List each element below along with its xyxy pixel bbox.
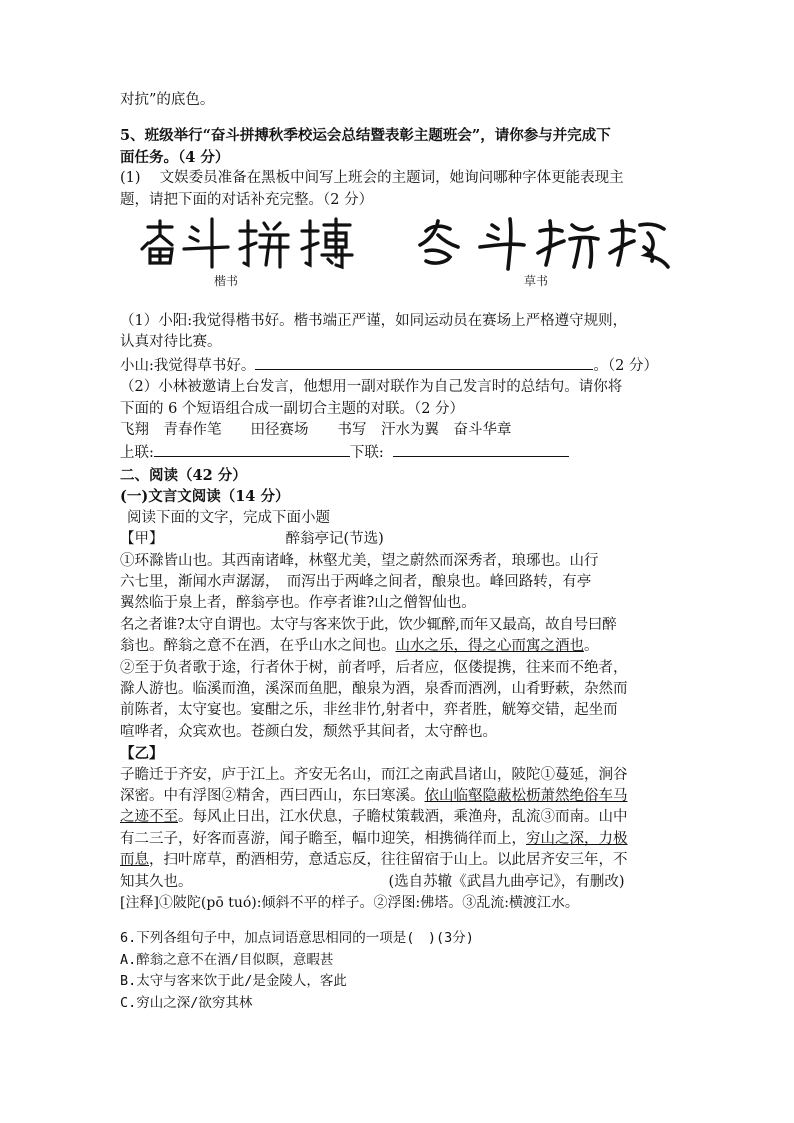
- q5-sub1-line1: (1) 文娱委员准备在黑板中间写上班会的主题词，她询问哪种字体更能表现主: [120, 170, 624, 187]
- yi-line: [120, 807, 680, 828]
- phrase-item: 青春作笔: [163, 422, 222, 439]
- yi-line4: 有二三子，好客而喜游，闻子瞻至，幅巾迎笑，相携徜徉而上，: [120, 830, 526, 847]
- intro-tail: 对抗”的底色。: [120, 92, 215, 108]
- upper-couplet-blank[interactable]: [154, 441, 350, 457]
- kaishu-caption: 楷书: [214, 274, 239, 289]
- jia-line: 滁人游也。临溪而渔，溪深而鱼肥，酿泉为酒，泉香而酒冽，山肴野蔌，杂然而: [120, 680, 628, 697]
- q5-title-line2: 面任务。（4 分）: [120, 148, 230, 166]
- yi-underlined-sentence-2: 穷山之深，力极: [526, 830, 628, 847]
- upper-couplet-label: 上联:: [120, 445, 154, 462]
- caoshu-caption: 草书: [524, 274, 549, 289]
- yi-line: [120, 829, 680, 850]
- q6-option-a: A.醉翁之意不在酒/目似瞑，意暇甚: [120, 951, 334, 968]
- yi-line: [120, 786, 680, 807]
- section2-title: 二、阅读（42 分）: [120, 466, 247, 484]
- yi-line2-prefix: 深密。中有浮图②精舍，西曰西山，东曰寒溪。: [120, 787, 425, 804]
- phrase-item: 汗水为翼: [381, 422, 439, 439]
- xiaoyang-line2: 认真对待比赛。: [120, 334, 222, 351]
- yi-line: 子瞻迁于齐安，庐于江上。齐安无名山，而江之南武昌诸山，陂陀①蔓延，涧谷: [120, 766, 628, 783]
- jia-line5-prefix: 翁也。醉翁之意不在酒，在乎山水之间也。: [120, 638, 396, 655]
- q6-stem: 6.下列各组句子中，加点词语意思相同的一项是( )(3分): [120, 930, 474, 947]
- jia-line: ①环滁皆山也。其西南诸峰，林壑尤美，望之蔚然而深秀者，琅琊也。山行: [120, 552, 599, 569]
- jia-title: 醉翁亭记(节选): [285, 531, 384, 548]
- reading-instruction: 阅读下面的文字，完成下面小题: [127, 509, 330, 526]
- yi-underlined-sentence-1: 依山临壑隐蔽松枥萧然绝俗车马: [424, 787, 628, 804]
- phrase-item: 奋斗华章: [453, 422, 512, 439]
- yi-line: [120, 872, 680, 893]
- jia-line: 喧哗者，众宾欢也。苍颜白发，颓然乎其间者，太守醉也。: [120, 723, 497, 740]
- q6-option-c: C.穷山之深/欲穷其林: [120, 994, 253, 1011]
- document-page: [120, 90, 680, 1014]
- jia-underlined-sentence: 山水之乐，得之心而寓之酒也: [395, 638, 584, 655]
- yi-line: [120, 850, 680, 871]
- lower-couplet-label: 下联:: [349, 445, 384, 462]
- jia-line: [120, 636, 680, 657]
- xiaoshan-line: [120, 354, 680, 377]
- yi-annotation: [注释]①陂陀(pō tuó):倾斜不平的样子。②浮图:佛塔。③乱流:横渡江水。: [120, 895, 579, 911]
- yi-underlined-sentence-1-cont: 之迹不至: [120, 809, 178, 826]
- yi-line6-prefix: 知其久也。: [120, 873, 193, 890]
- couplet-line: [120, 441, 680, 464]
- q6-option-b: B.太守与客来饮于此/是金陵人，客此: [120, 973, 347, 990]
- jia-line: 六七里，渐闻水声潺潺， 而泻出于两峰之间者，酿泉也。峰回路转，有亭: [120, 573, 592, 590]
- jia-line5-suffix: 。: [584, 638, 599, 655]
- spacer: [120, 914, 680, 928]
- calligraphy-samples: [120, 213, 680, 309]
- xiaoshan-suffix: 。（2 分）: [593, 357, 658, 374]
- kaishu-calligraphy-image: [120, 213, 680, 273]
- q5-sub1-line2: 题，请把下面的对话补充完整。（2 分）: [120, 191, 374, 208]
- yi-line3-suffix: 。每风止日出，江水伏息，子瞻杖策载酒，乘渔舟，乱流③而南。山中: [178, 809, 628, 826]
- jia-label: 【甲】: [120, 531, 164, 548]
- jia-line: 前陈者，太守宴也。宴酣之乐，非丝非竹,射者中，弈者胜，觥筹交错，起坐而: [120, 702, 618, 719]
- q5-sub2-line1: （2）小林被邀请上台发言，他想用一副对联作为自己发言时的总结句。请你将: [120, 379, 623, 396]
- xiaoyang-line1: （1）小阳:我觉得楷书好。楷书端正严谨，如同运动员在赛场上严格遵守规则，: [120, 313, 628, 330]
- xiaoshan-answer-blank[interactable]: [255, 354, 593, 370]
- spacer: [120, 111, 680, 125]
- phrase-item: 田径赛场: [250, 422, 309, 439]
- phrase-item: 书写: [337, 422, 367, 439]
- jia-line: 翼然临于泉上者，醉翁亭也。作亭者谁?山之僧智仙也。: [120, 595, 476, 612]
- xiaoshan-prefix: 小山:我觉得草书好。: [120, 357, 256, 374]
- phrase-item: 飞翔: [120, 422, 149, 439]
- yi-line5-suffix: ，扫叶席草，酌酒相劳，意适忘反，往往留宿于山上。以此居齐安三年，不: [149, 852, 628, 869]
- jia-line: ②至于负者歌于途，行者休于树，前者呼，后者应，伛偻提携，往来而不绝者，: [120, 659, 628, 676]
- q5-sub2-line2: 下面的 6 个短语组合成一副切合主题的对联。（2 分）: [120, 400, 465, 417]
- jia-line: 名之者谁?太守自谓也。太守与客来饮于此，饮少辄醉,而年又最高，故自号曰醉: [120, 616, 617, 633]
- q5-title-line1: 5、班级举行“奋斗拼搏秋季校运会总结暨表彰主题班会”，请你参与并完成下: [120, 127, 611, 145]
- lower-couplet-blank[interactable]: [393, 441, 569, 457]
- phrase-list: [120, 420, 680, 441]
- yi-label: 【乙】: [120, 745, 164, 763]
- yi-underlined-sentence-2-cont: 而息: [120, 852, 149, 869]
- section2-subtitle: (一)文言文阅读（14 分）: [120, 488, 290, 506]
- yi-source: (选自苏辙《武昌九曲亭记》，有删改): [388, 873, 625, 890]
- jia-header: [120, 529, 680, 550]
